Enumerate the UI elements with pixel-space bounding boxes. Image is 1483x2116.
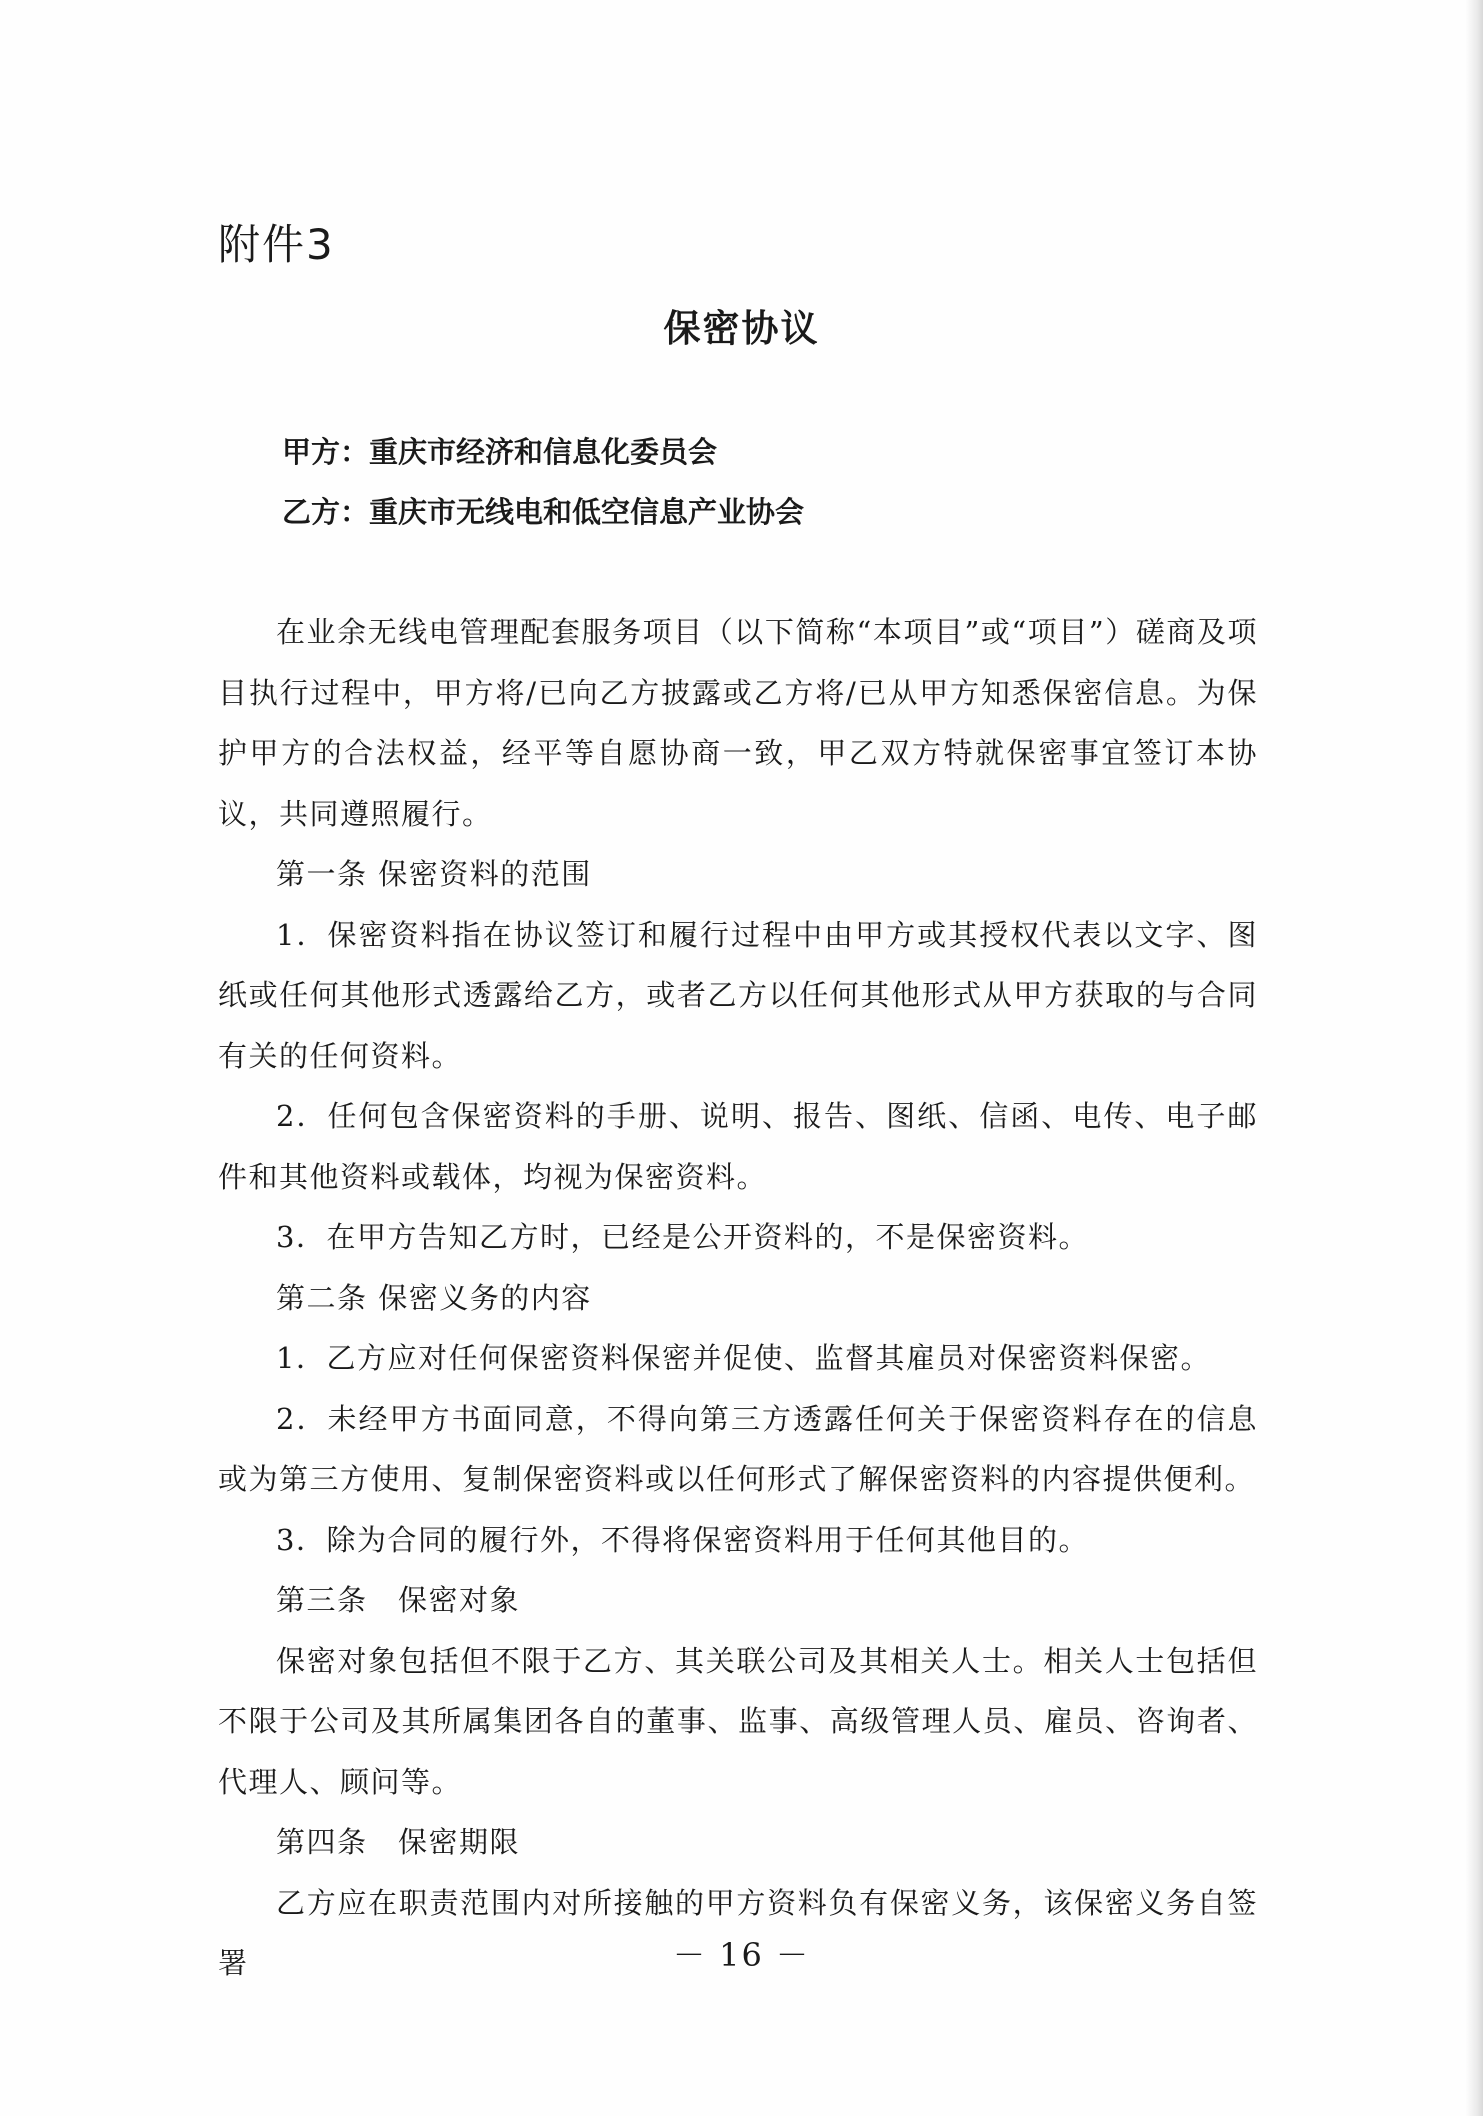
article-1-clause-1: 1．保密资料指在协议签订和履行过程中由甲方或其授权代表以文字、图纸或任何其他形式透露给乙方，或者乙方以任何其他形式从甲方获取的与合同有关的任何资料。 [218, 917, 1258, 1073]
article-2-clause-3: 3．除为合同的履行外，不得将保密资料用于任何其他目的。 [276, 1522, 1089, 1557]
article-4-heading: 第四条 保密期限 [276, 1825, 521, 1859]
article-3-paragraph: 保密对象包括但不限于乙方、其关联公司及其相关人士。相关人士包括但不限于公司及其所属集团各自的董事、监事、高级管理人员、雇员、咨询者、代理人、顾问等。 [218, 1643, 1258, 1799]
article-4-paragraph: 乙方应在职责范围内对所接触的甲方资料负有保密义务，该保密义务自签署 [218, 1885, 1258, 1980]
article-2-clause-1: 1．乙方应对任何保密资料保密并促使、监督其雇员对保密资料保密。 [276, 1341, 1211, 1375]
attachment-label: 附件3 [218, 220, 335, 269]
article-1-clause-2: 2．任何包含保密资料的手册、说明、报告、图纸、信函、电传、电子邮件和其他资料或载体，均视为保密资料。 [218, 1099, 1258, 1194]
agreement-body [218, 602, 1258, 1994]
article-2-heading: 第二条 保密义务的内容 [276, 1280, 592, 1315]
document-title: 保密协议 [663, 307, 820, 350]
article-3-heading: 第三条 保密对象 [276, 1583, 521, 1617]
article-1-clause-3: 3．在甲方告知乙方时，已经是公开资料的，不是保密资料。 [276, 1220, 1089, 1254]
article-2-clause-2: 2．未经甲方书面同意，不得向第三方透露任何关于保密资料存在的信息或为第三方使用、复制保密资料或以任何形式了解保密资料的内容提供便利。 [218, 1401, 1258, 1496]
party-b: 乙方：重庆市无线电和低空信息产业协会 [282, 495, 805, 529]
intro-paragraph: 在业余无线电管理配套服务项目（以下简称“本项目”或“项目”）磋商及项目执行过程中，甲方将/已向乙方披露或乙方将/已从甲方知悉保密信息。为保护甲方的合法权益，经平等自愿协商一致，甲乙双方特就保密事宜签订本协议，共同遵照履行。 [218, 615, 1258, 831]
party-a: 甲方：重庆市经济和信息化委员会 [282, 435, 718, 469]
page-number: － 16 － [672, 1936, 811, 1974]
article-1-heading: 第一条 保密资料的范围 [276, 857, 592, 891]
